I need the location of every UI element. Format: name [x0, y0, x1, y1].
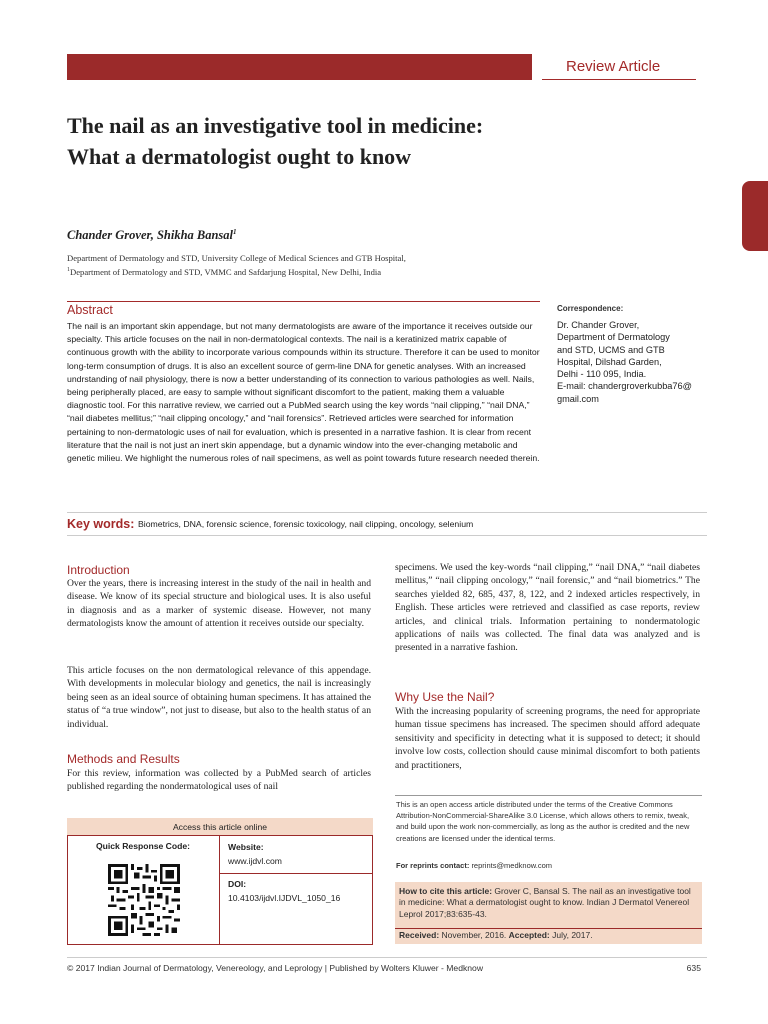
methods-paragraph-1: For this review, information was collected by a PubMed search of articles published regarding the nondermatological uses of nail — [67, 768, 371, 793]
affiliation-2-text: Department of Dermatology and STD, VMMC and Safdarjung Hospital, New Delhi, India — [70, 266, 382, 277]
header-bar — [67, 54, 532, 80]
article-title: The nail as an investigative tool in medicine: What a dermatologist ought to know — [67, 113, 484, 169]
citation-text — [399, 886, 699, 941]
methods-heading: Methods and Results — [67, 752, 180, 766]
access-divider-h — [219, 873, 373, 874]
author-superscript: 1 — [233, 228, 237, 236]
correspondence-email[interactable]: E-mail: chandergroverkubba76@ — [557, 381, 692, 392]
affiliation-2 — [67, 264, 537, 278]
access-heading: Access this article online — [67, 818, 373, 836]
correspondence-block — [557, 319, 707, 405]
abstract-rule — [67, 301, 540, 302]
qr-label: Quick Response Code: — [95, 841, 191, 851]
correspondence-line: and STD, UCMS and GTB — [557, 344, 665, 355]
reprints-email[interactable]: reprints@medknow.com — [471, 861, 552, 870]
footer-rule — [67, 957, 707, 958]
accepted-label: Accepted: — [508, 930, 550, 940]
why-heading: Why Use the Nail? — [395, 690, 495, 704]
license-rule — [395, 795, 702, 796]
keywords-heading: Key words: — [67, 517, 135, 531]
license-text: This is an open access article distributed under the terms of the Creative Commons Attribution-NonCommercial-ShareAlike 3.0 License, which allows others to remix, tweak, and build upon the work non-commercially, as long as the author is credited and the new creations are licensed under the identical terms. — [396, 800, 690, 843]
authors-text: Chander Grover, Shikha Bansal — [67, 228, 234, 243]
affil-superscript: 1 — [67, 267, 70, 273]
accepted-date: July, 2017. — [552, 930, 593, 940]
correspondence-line: Department of Dermatology — [557, 332, 670, 343]
website-link[interactable]: www.ijdvl.com — [228, 856, 282, 866]
affiliation-1: Department of Dermatology and STD, University College of Medical Sciences and GTB Hospital, — [67, 253, 406, 263]
page-number: 635 — [686, 963, 701, 973]
qr-code-icon — [108, 864, 180, 936]
side-tab — [742, 181, 768, 251]
cite-label: How to cite this article: — [399, 886, 493, 896]
correspondence-line: Hospital, Dilshad Garden, — [557, 356, 662, 367]
correspondence-line: Dr. Chander Grover, — [557, 320, 640, 330]
introduction-heading: Introduction — [67, 563, 130, 577]
access-divider-v — [219, 836, 220, 944]
footer-text: © 2017 Indian Journal of Dermatology, Venereology, and Leprology | Published by Wolters Kluwer - Medknow — [67, 963, 484, 973]
correspondence-email-cont[interactable]: gmail.com — [557, 393, 599, 404]
keywords-text: Biometrics, DNA, forensic science, forensic toxicology, nail clipping, oncology, selenium — [138, 519, 474, 529]
abstract-text: The nail is an important skin appendage, but not many dermatologists are aware of the importance it receives outside our specialty. This article focuses on the nail in non-dermatological contexts. The nail is a keratinized matrix capable of continuous growth with the ability to incorporate various compounds within its structure. Therefore it can be used to monitor long-term consumption of drugs. It is also an excellent source of germ-line DNA for genetic analyses. With an increased undrstanding of nail physiology, there is now a better understanding of its connection to various pathologies as well. Nails, being peripherally placed, are easy to sample without significant discomfort to the patient, making them a valuable diagnostic tool. For this narrative review, we carried out a PubMed search using the key words “nail clipping,” “nail DNA,” “nail diabetes mellitus;” “nail clipping oncology,” and “nail forensics”. Retrieved articles were searched for information pertaining to non-dermatologic uses of nail for evaluation, which is presented in a narrative fashion. It is clear from recent literature that the nail is not just an inert skin appendage, but a dynamic window into the ever-changing metabolic and genetic milieu. We highlight the numerous roles of nail specimens, as well as point towards future research needed therein. — [67, 321, 540, 464]
intro-paragraph-1: Over the years, there is increasing interest in the study of the nail in health and disease. We know of its special structure and biological uses. It is also useful in diagnosis and as a marker of systemic disease. However, not many dermatologists know the amount of attention it receives outside our specialty. — [67, 578, 371, 630]
intro-paragraph-2: This article focuses on the non dermatological relevance of this appendage. With developments in molecular biology and genetics, the nail is increasingly being seen as an ideal source of obtaining human specimens. It has attained the status of “a true window”, not just to disease, but also to the health status of an individual. — [67, 665, 371, 730]
website-label: Website: — [228, 842, 264, 852]
received-label: Received: — [399, 930, 440, 940]
article-type-label: Review Article — [566, 58, 661, 75]
header-rule — [542, 79, 696, 80]
keywords-rule-bottom — [67, 535, 707, 536]
doi-label: DOI: — [228, 879, 247, 889]
keywords-rule-top — [67, 512, 707, 513]
article-authors — [67, 228, 237, 243]
methods-paragraph-2: specimens. We used the key-words “nail clipping,” “nail DNA,” “nail diabetes mellitus,” “nail clipping oncology,” “nail forensic,” and “nail biometrics.” The searches yielded 82, 685, 437, 8, 122, and 2 indexed articles respectively, in English. These articles were retrieved and classified as case reports, review articles, and clinical trials. Information pertaining to nondermatologic applications of nails was collected. The final data was analyzed and is presented in a narrative fashion. — [395, 562, 700, 654]
abstract-heading: Abstract — [67, 303, 113, 317]
correspondence-line: Delhi - 110 095, India. — [557, 369, 647, 380]
reprints-line — [396, 861, 552, 870]
cite-reference: Grover C, Bansal S. The nail as an investigative tool in medicine: What a dermatologist ought to know. Indian J Dermatol Venereol Leprol 2017;83:635-43. — [399, 886, 691, 919]
correspondence-heading: Correspondence: — [557, 304, 624, 313]
doi-link[interactable]: 10.4103/ijdvl.IJDVL_1050_16 — [228, 893, 341, 903]
reprints-label: For reprints contact: — [396, 861, 470, 870]
why-paragraph-1: With the increasing popularity of screening programs, the need for appropriate human tissue specimens has increased. The specimen should afford adequate sensitivity and specificity in detecting what it is supposed to detect; it should involve low costs, collection should cause minimal discomfort to both patients and practitioners, — [395, 706, 700, 771]
received-date: November, 2016. — [441, 930, 507, 940]
